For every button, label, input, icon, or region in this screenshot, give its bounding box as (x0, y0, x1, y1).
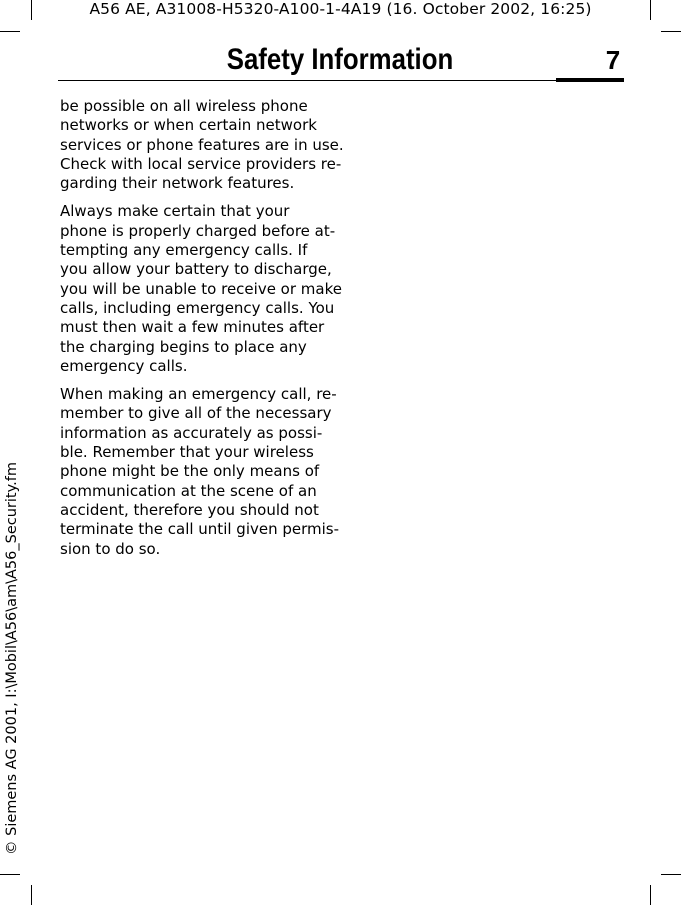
text-line: Check with local service providers re- (60, 154, 342, 173)
page-title: Safety Information (226, 43, 454, 76)
text-line: Always make certain that your (60, 202, 290, 221)
text-line: you will be unable to receive or make (60, 279, 342, 298)
copyright-file-path: © Siemens AG 2001, I:\Mobil\A56\am\A56_Security.fm (4, 462, 20, 855)
text-line: networks or when certain network (60, 116, 317, 135)
text-line: phone might be the only means of (60, 462, 320, 481)
text-line: member to give all of the necessary (60, 404, 332, 423)
text-line: services or phone features are in use. (60, 135, 344, 154)
text-line: you allow your battery to discharge, (60, 260, 332, 279)
text-line: sion to do so. (60, 539, 161, 558)
text-line: emergency calls. (60, 356, 188, 375)
crop-mark-top-right-horizontal (661, 31, 681, 32)
paragraph-battery-charge (60, 202, 342, 376)
title-rule (58, 80, 622, 81)
crop-mark-bottom-right-vertical (650, 885, 651, 905)
paragraph-network-availability (60, 97, 344, 193)
text-line: garding their network features. (60, 174, 295, 193)
text-line: communication at the scene of an (60, 481, 317, 500)
text-line: ble. Remember that your wireless (60, 443, 314, 462)
text-line: tempting any emergency calls. If (60, 241, 308, 260)
body-column (60, 97, 344, 568)
text-line: calls, including emergency calls. You (60, 298, 335, 317)
text-line: terminate the call until given permis- (60, 520, 340, 539)
paragraph-emergency-call-information (60, 385, 340, 559)
text-line: accident, therefore you should not (60, 500, 319, 519)
page-number-rule (556, 78, 624, 82)
text-line: When making an emergency call, re- (60, 385, 337, 404)
print-header: A56 AE, A31008-H5320-A100-1-4A19 (16. October 2002, 16:25) (89, 0, 592, 18)
page-number: 7 (605, 45, 621, 75)
text-line: must then wait a few minutes after (60, 318, 325, 337)
crop-mark-bottom-left-vertical (31, 885, 32, 905)
text-line: be possible on all wireless phone (60, 97, 308, 115)
text-line: phone is properly charged before at- (60, 221, 336, 240)
crop-mark-top-left-horizontal (0, 31, 20, 32)
crop-mark-bottom-left-horizontal (0, 874, 20, 875)
crop-mark-bottom-right-horizontal (661, 874, 681, 875)
text-line: the charging begins to place any (60, 337, 307, 356)
text-line: information as accurately as possi- (60, 423, 323, 442)
